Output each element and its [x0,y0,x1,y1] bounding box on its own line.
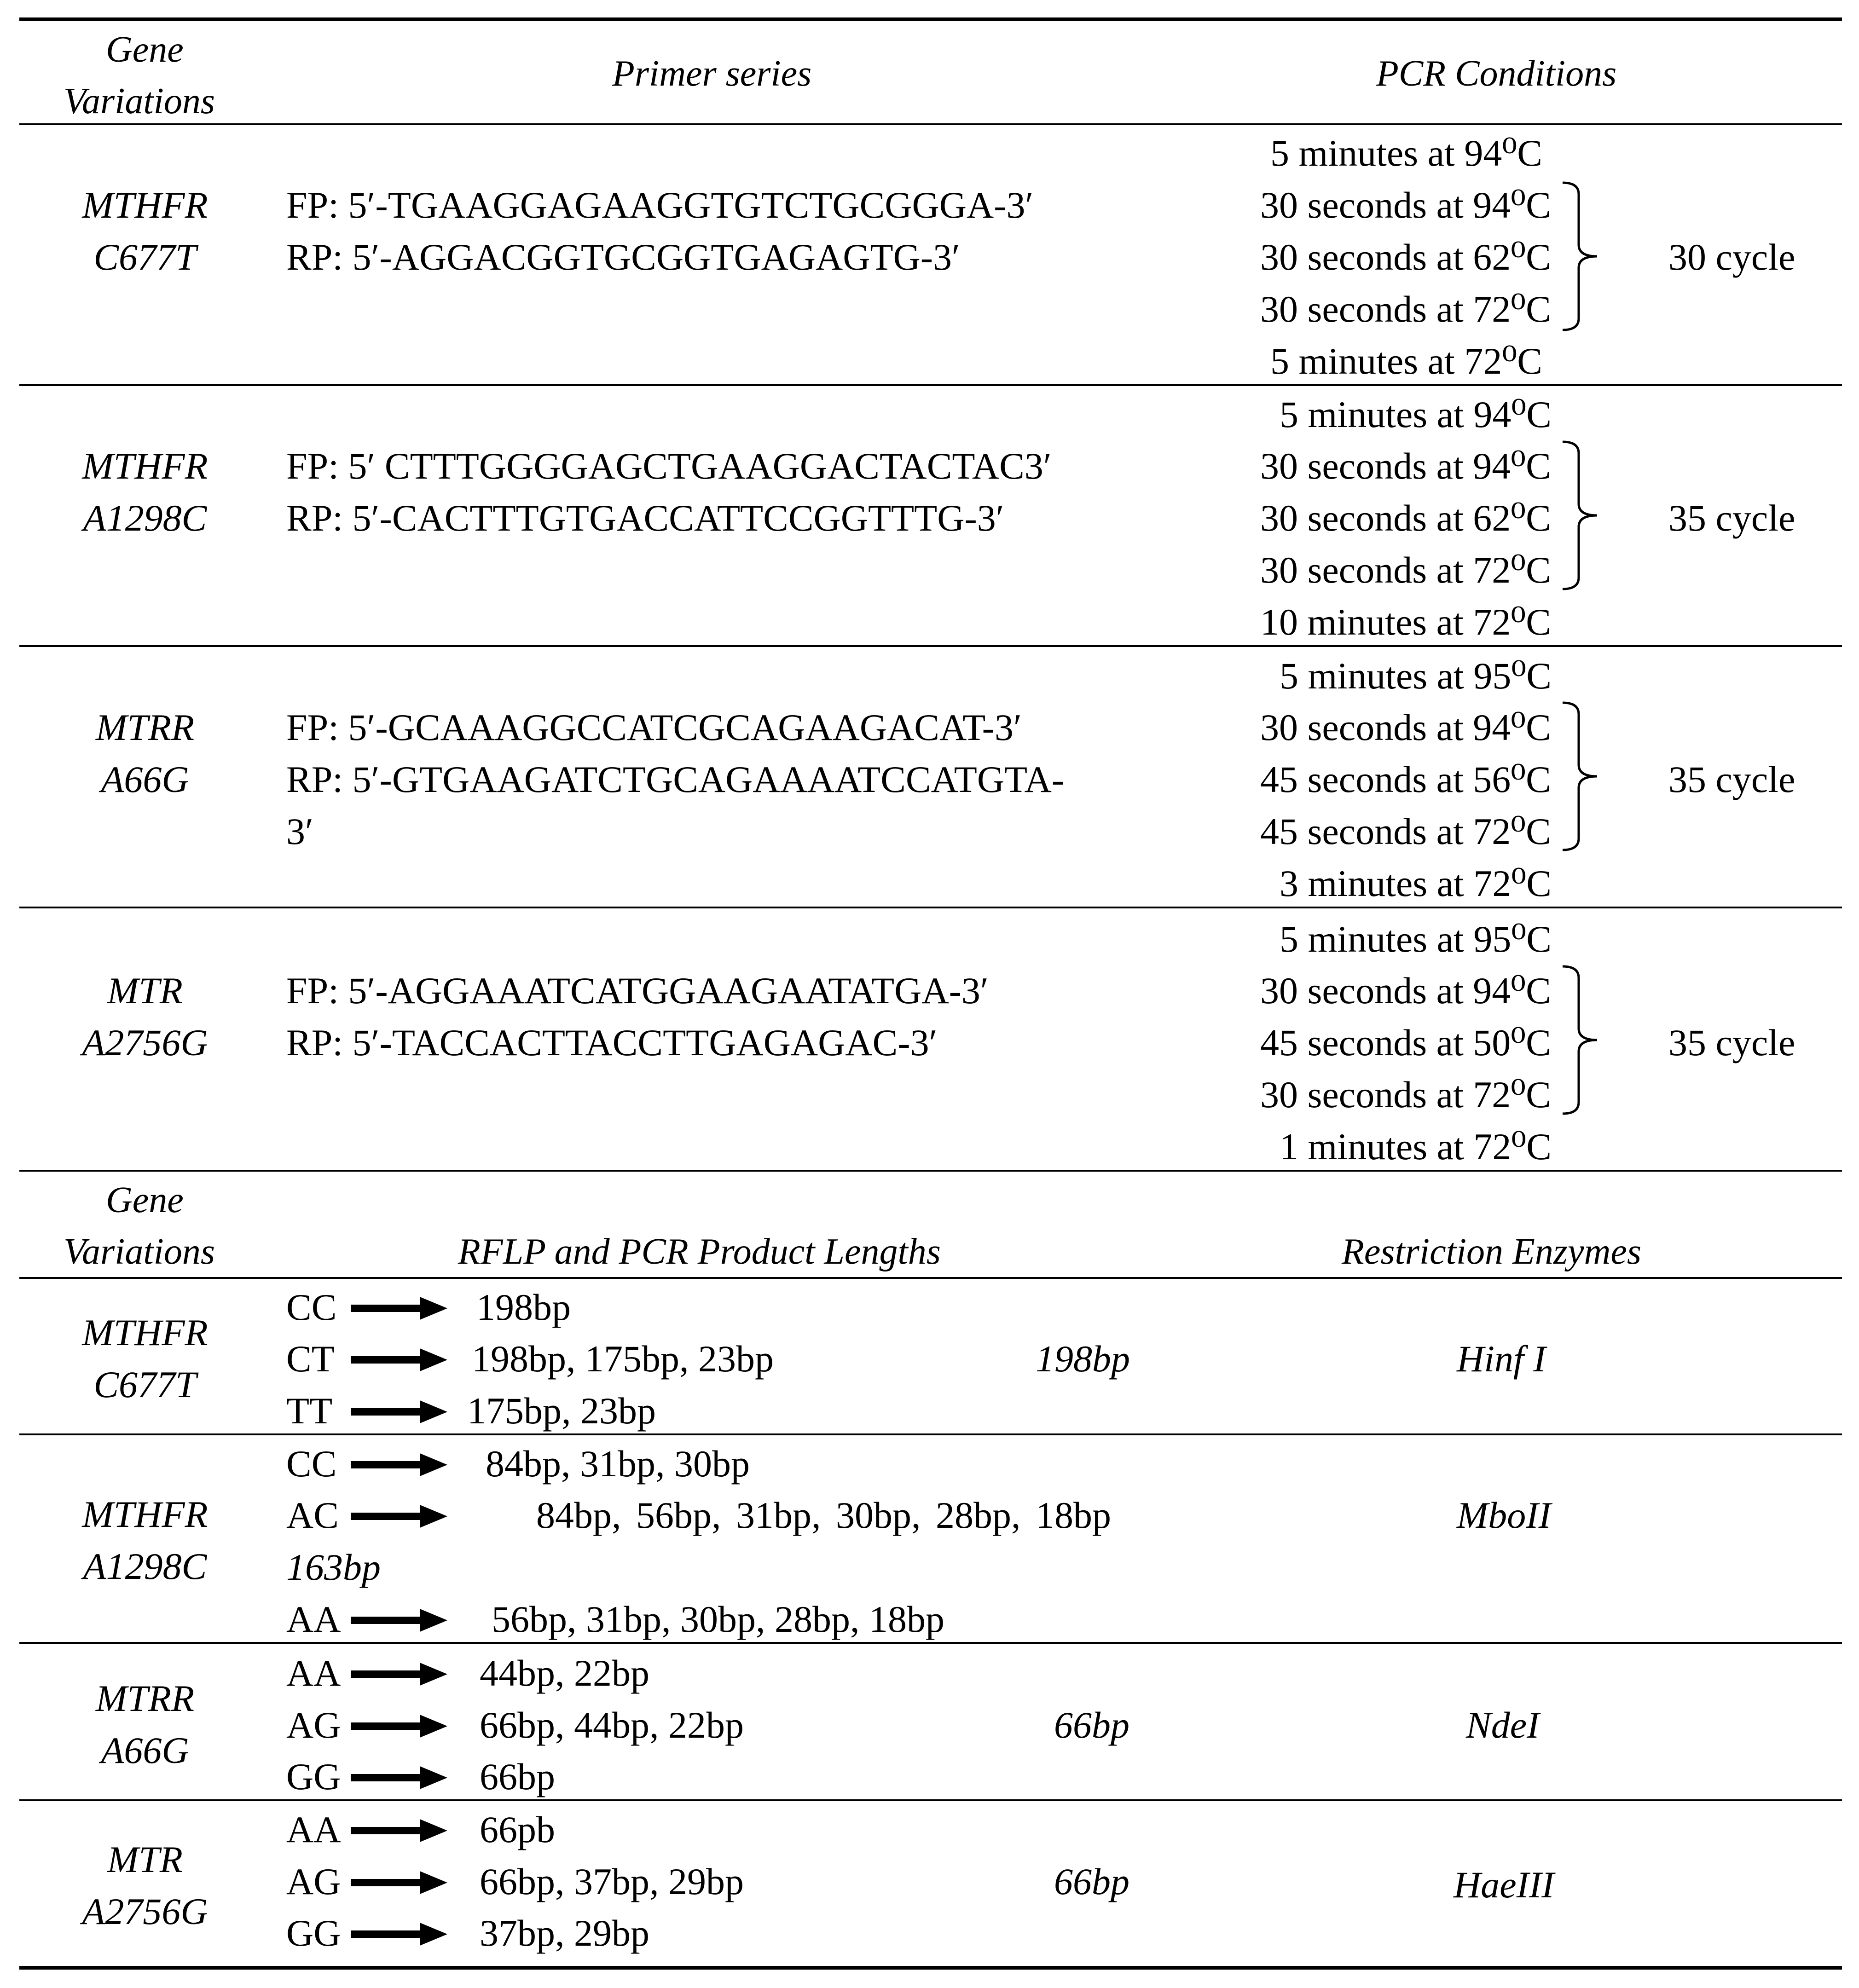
gene-variant: C677T [93,1364,197,1405]
table-divider [19,1170,1842,1172]
header-rflp-lengths: RFLP and PCR Product Lengths [458,1231,941,1272]
cycle-brace [1560,700,1625,852]
band-sizes: 198bp, 175bp, 23bp [472,1338,774,1380]
band-sizes: 66bp, 37bp, 29bp [480,1861,744,1902]
gene-name: MTRR [95,1677,195,1719]
pcr-step-2: 30 seconds at 94⁰C [1260,184,1551,226]
restriction-enzyme: MboII [1457,1494,1551,1536]
row-divider [19,1799,1842,1801]
cycle-brace [1560,964,1625,1116]
gene-name: MTHFR [82,1312,208,1353]
genotype-label: AG [286,1704,341,1746]
row-divider [19,384,1842,386]
genotype-label: CT [286,1338,335,1380]
arrow-right-icon [351,1451,447,1479]
pcr-step-4: 30 seconds at 72⁰C [1260,288,1551,330]
header-gene-variations-line1: Gene [106,29,184,70]
band-sizes: 198bp [476,1286,571,1328]
pcr-product-length: 198bp [1036,1338,1130,1380]
pcr-step-1: 5 minutes at 95⁰C [1280,918,1552,960]
band-sizes: 175bp, 23bp [467,1390,656,1432]
gene-variant: A2756G [82,1022,208,1063]
genotype-label: GG [286,1756,341,1797]
genotype-label: CC [286,1286,337,1328]
pcr-step-3: 30 seconds at 62⁰C [1260,236,1551,278]
reverse-primer-continued: 3′ [286,810,313,852]
reverse-primer: RP: 5′-TACCACTTACCTTGAGAGAC-3′ [286,1022,938,1063]
forward-primer: FP: 5′-TGAAGGAGAAGGTGTCTGCGGGA-3′ [286,184,1034,226]
pcr-step-3: 30 seconds at 62⁰C [1260,497,1551,539]
reverse-primer: RP: 5′-AGGACGGTGCGGTGAGAGTG-3′ [286,236,960,278]
band-sizes: 66bp, 44bp, 22bp [480,1704,744,1746]
reverse-primer: RP: 5′-CACTTTGTGACCATTCCGGTTTG-3′ [286,497,1004,539]
pcr-step-2: 30 seconds at 94⁰C [1260,445,1551,487]
arrow-right-icon [351,1346,447,1374]
genotype-label: AC [286,1494,339,1536]
forward-primer: FP: 5′ CTTTGGGGAGCTGAAGGACTACTAC3′ [286,445,1052,487]
genotype-label: GG [286,1912,341,1954]
genotype-label: AA [286,1652,341,1694]
gene-variant: A1298C [83,1545,207,1587]
arrow-right-icon [351,1712,447,1740]
arrow-right-icon [351,1869,447,1896]
gene-variant: A1298C [83,497,207,539]
genotype-label: TT [286,1390,333,1432]
arrow-right-icon [351,1660,447,1688]
cycle-count: 30 cycle [1668,236,1795,278]
pcr-product-length: 163bp [286,1546,381,1588]
pcr-step-5: 5 minutes at 72⁰C [1270,340,1542,382]
pcr-step-2: 30 seconds at 94⁰C [1260,970,1551,1011]
pcr-product-length: 66bp [1054,1704,1129,1746]
gene-name: MTR [107,970,183,1011]
genotype-label: AG [286,1861,341,1902]
pcr-step-5: 3 minutes at 72⁰C [1280,862,1552,904]
pcr-step-1: 5 minutes at 94⁰C [1280,393,1552,435]
row-divider [19,907,1842,908]
forward-primer: FP: 5′-GCAAAGGCCATCGCAGAAGACAT-3′ [286,706,1022,748]
gene-name: MTRR [95,706,195,748]
gene-name: MTHFR [82,445,208,487]
gene-variant: A66G [101,1729,189,1771]
row-divider [19,645,1842,647]
pcr-step-5: 1 minutes at 72⁰C [1280,1126,1552,1167]
band-sizes: 37bp, 29bp [480,1912,649,1954]
pcr-product-length: 66bp [1054,1861,1129,1902]
gene-name: MTHFR [82,1493,208,1535]
band-sizes: 66pb [480,1809,555,1850]
header-divider [19,123,1842,125]
pcr-step-4: 30 seconds at 72⁰C [1260,549,1551,591]
genotype-label: AA [286,1809,341,1850]
cycle-brace [1560,439,1625,591]
cycle-brace [1560,180,1625,332]
pcr-step-5: 10 minutes at 72⁰C [1260,601,1551,643]
pcr-step-2: 30 seconds at 94⁰C [1260,706,1551,748]
band-sizes: 44bp, 22bp [480,1652,649,1694]
restriction-enzyme: Hinf I [1457,1338,1546,1380]
arrow-right-icon [351,1817,447,1844]
arrow-right-icon [351,1607,447,1634]
band-sizes: 56bp, 31bp, 30bp, 28bp, 18bp [492,1598,944,1640]
forward-primer: FP: 5′-AGGAAATCATGGAAGAATATGA-3′ [286,970,989,1011]
gene-variant: A2756G [82,1890,208,1932]
row-divider [19,1642,1842,1644]
band-sizes: 84bp, 56bp, 31bp, 30bp, 28bp, 18bp [536,1494,1111,1536]
header-primer-series: Primer series [612,53,812,94]
pcr-step-3: 45 seconds at 56⁰C [1260,758,1551,800]
gene-name: MTR [107,1838,183,1880]
cycle-count: 35 cycle [1668,497,1795,539]
arrow-right-icon [351,1398,447,1426]
arrow-right-icon [351,1920,447,1948]
cycle-count: 35 cycle [1668,758,1795,800]
gene-variant: A66G [101,758,189,800]
genotype-label: CC [286,1443,337,1485]
header-restriction-enzymes: Restriction Enzymes [1342,1231,1641,1272]
gene-name: MTHFR [82,184,208,226]
band-sizes: 84bp, 31bp, 30bp [486,1443,750,1485]
top-rule [19,17,1842,21]
header-gene-variations-line2: Variations [64,1231,215,1272]
pcr-step-4: 45 seconds at 72⁰C [1260,810,1551,852]
header-divider [19,1277,1842,1279]
reverse-primer: RP: 5′-GTGAAGATCTGCAGAAAATCCATGTA- [286,758,1065,800]
header-gene-variations-line1: Gene [106,1180,184,1220]
arrow-right-icon [351,1295,447,1322]
bottom-rule [19,1966,1842,1970]
header-gene-variations-line2: Variations [64,81,215,121]
row-divider [19,1433,1842,1435]
header-pcr-conditions: PCR Conditions [1376,53,1617,94]
band-sizes: 66bp [480,1756,555,1797]
pcr-step-1: 5 minutes at 94⁰C [1270,132,1542,174]
restriction-enzyme: NdeI [1466,1704,1540,1746]
arrow-right-icon [351,1764,447,1792]
cycle-count: 35 cycle [1668,1022,1795,1063]
pcr-step-3: 45 seconds at 50⁰C [1260,1022,1551,1063]
arrow-right-icon [351,1503,447,1530]
pcr-step-4: 30 seconds at 72⁰C [1260,1074,1551,1115]
pcr-step-1: 5 minutes at 95⁰C [1280,655,1552,697]
genotype-label: AA [286,1598,341,1640]
restriction-enzyme: HaeIII [1454,1864,1554,1906]
gene-variant: C677T [93,236,197,278]
